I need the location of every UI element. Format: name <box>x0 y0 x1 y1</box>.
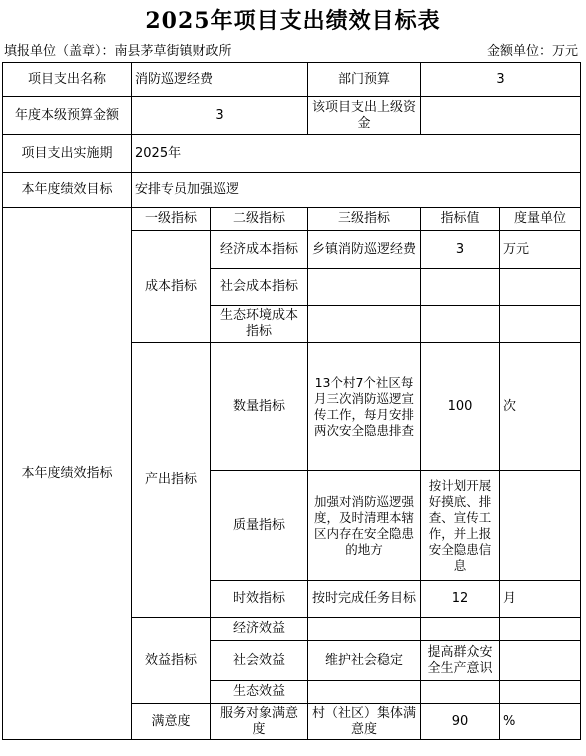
output-timeliness-l2: 时效指标 <box>211 581 308 618</box>
label-annual-budget: 年度本级预算金额 <box>3 97 132 135</box>
cost-eco-unit <box>500 306 581 343</box>
benefit-social-unit <box>500 641 581 681</box>
satisfaction-l2: 服务对象满意度 <box>211 704 308 740</box>
value-superior-funds <box>421 97 581 135</box>
satisfaction-l3: 村（社区）集体满意度 <box>308 704 421 740</box>
benefit-indicator-label: 效益指标 <box>132 618 211 704</box>
col-header-level2: 二级指标 <box>211 208 308 231</box>
cost-economic-value: 3 <box>421 231 500 269</box>
col-header-level3: 三级指标 <box>308 208 421 231</box>
label-department-budget: 部门预算 <box>308 63 421 97</box>
cost-social-l2: 社会成本指标 <box>211 269 308 306</box>
benefit-economic-l2: 经济效益 <box>211 618 308 641</box>
benefit-economic-l3 <box>308 618 421 641</box>
label-annual-indicators: 本年度绩效指标 <box>3 208 132 740</box>
output-timeliness-value: 12 <box>421 581 500 618</box>
output-quality-value: 按计划开展好摸底、排查、宣传工作，并上报安全隐患信息 <box>421 471 500 581</box>
row-annual-goal <box>3 173 581 208</box>
cost-eco-l2: 生态环境成本指标 <box>211 306 308 343</box>
col-header-value: 指标值 <box>421 208 500 231</box>
cost-economic-unit: 万元 <box>500 231 581 269</box>
value-annual-budget: 3 <box>132 97 308 135</box>
cost-economic-l2: 经济成本指标 <box>211 231 308 269</box>
cost-indicator-label: 成本指标 <box>132 231 211 343</box>
filing-unit: 填报单位（盖章）：南县茅草街镇财政所 <box>4 44 232 59</box>
cost-social-l3 <box>308 269 421 306</box>
label-superior-funds: 该项目支出上级资金 <box>308 97 421 135</box>
cost-eco-l3 <box>308 306 421 343</box>
output-timeliness-l3: 按时完成任务目标 <box>308 581 421 618</box>
benefit-social-l2: 社会效益 <box>211 641 308 681</box>
col-header-unit: 度量单位 <box>500 208 581 231</box>
label-period: 项目支出实施期 <box>3 135 132 173</box>
value-department-budget: 3 <box>421 63 581 97</box>
cost-social-value <box>421 269 500 306</box>
row-project-name <box>3 63 581 97</box>
benefit-economic-value <box>421 618 500 641</box>
output-quantity-unit: 次 <box>500 343 581 471</box>
value-annual-goal: 安排专员加强巡逻 <box>132 173 581 208</box>
benefit-social-value: 提高群众安全生产意识 <box>421 641 500 681</box>
label-project-name: 项目支出名称 <box>3 63 132 97</box>
output-quality-unit <box>500 471 581 581</box>
amount-unit: 金额单位：万元 <box>486 44 578 59</box>
output-quantity-value: 100 <box>421 343 500 471</box>
value-period: 2025年 <box>132 135 581 173</box>
satisfaction-indicator-label: 满意度 <box>132 704 211 740</box>
document-title: 2025年项目支出绩效目标表 <box>145 8 441 34</box>
row-period <box>3 135 581 173</box>
cost-eco-value <box>421 306 500 343</box>
output-quantity-l3: 13个村7个社区每月三次消防巡逻宣传工作，每月安排两次安全隐患排查 <box>308 343 421 471</box>
cost-social-unit <box>500 269 581 306</box>
performance-target-table <box>2 62 581 740</box>
benefit-eco-l3 <box>308 681 421 704</box>
satisfaction-value: 90 <box>421 704 500 740</box>
benefit-eco-l2: 生态效益 <box>211 681 308 704</box>
row-column-headers <box>3 208 581 231</box>
output-quality-l3: 加强对消防巡逻强度，及时清理本辖区内存在安全隐患的地方 <box>308 471 421 581</box>
benefit-eco-unit <box>500 681 581 704</box>
value-project-name: 消防巡逻经费 <box>132 63 308 97</box>
benefit-social-l3: 维护社会稳定 <box>308 641 421 681</box>
satisfaction-unit: % <box>500 704 581 740</box>
col-header-level1: 一级指标 <box>132 208 211 231</box>
row-annual-budget <box>3 97 581 135</box>
output-quality-l2: 质量指标 <box>211 471 308 581</box>
benefit-eco-value <box>421 681 500 704</box>
cost-economic-l3: 乡镇消防巡逻经费 <box>308 231 421 269</box>
label-annual-goal: 本年度绩效目标 <box>3 173 132 208</box>
output-timeliness-unit: 月 <box>500 581 581 618</box>
benefit-economic-unit <box>500 618 581 641</box>
output-quantity-l2: 数量指标 <box>211 343 308 471</box>
output-indicator-label: 产出指标 <box>132 343 211 618</box>
